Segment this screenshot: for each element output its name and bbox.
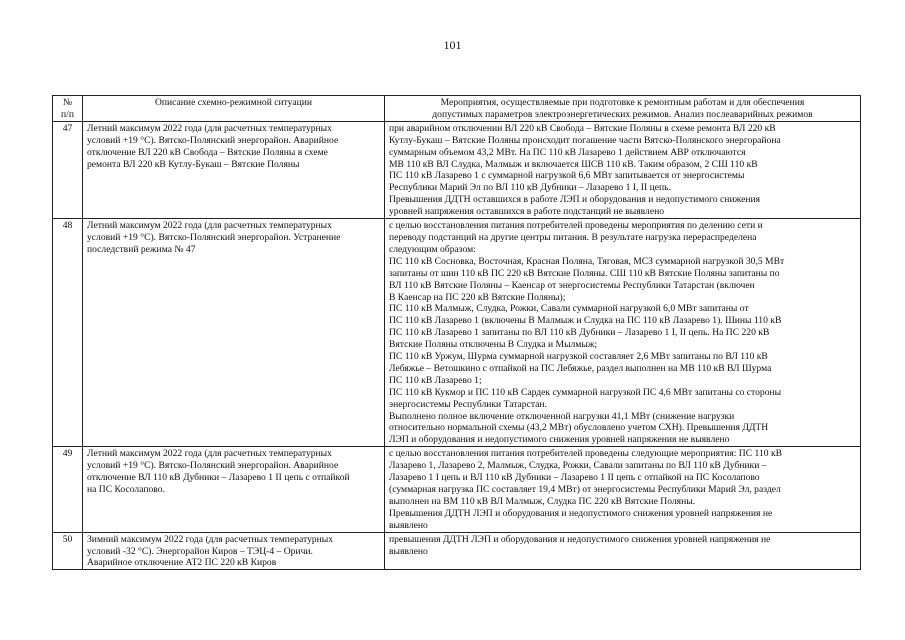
- row-measures-line: при аварийном отключении ВЛ 220 кВ Свобода – Вятские Поляны в схеме ремонта ВЛ 220 кВ: [389, 122, 776, 134]
- row-measures-line: ПС 110 кВ Лазарево 1 (включены В Малмыж и Слудка на ПС 110 кВ Лазарево 1). Шины 110 кВ: [389, 315, 782, 327]
- row-measures-line: с целью восстановления питания потребителей проведены следующие мероприятия: ПС 110 кВ: [389, 448, 783, 460]
- row-description-line: условий -32 °С). Энергорайон Киров – ТЭЦ-4 – Оричи.: [87, 545, 313, 557]
- header-number: [53, 96, 83, 122]
- row-measures-line: ПС 110 кВ Уржум, Шурма суммарной нагрузкой составляет 2,6 МВт запитаны по ВЛ 110 кВ: [389, 351, 768, 363]
- header-number-line: №: [62, 97, 73, 108]
- header-description: [83, 96, 385, 122]
- row-measures-line: переводу подстанций на другие центры питания. В результате нагрузка перераспределена: [389, 231, 757, 243]
- row-description-line: условий +19 °С). Вятско-Полянский энергорайон. Аварийное: [87, 134, 339, 146]
- row-measures: [385, 447, 861, 532]
- row-number: 49: [53, 447, 83, 532]
- row-measures-line: Превышения ДДТН ЛЭП и оборудования и недопустимого снижения уровней напряжения не: [389, 507, 773, 519]
- row-measures-line: суммарным объемом 43,2 МВт. На ПС 110 кВ Лазарево 1 действием АВР отключаются: [389, 146, 746, 158]
- row-description-line: отключение ВЛ 110 кВ Дубники – Лазарево 1 II цепь с отпайкой: [87, 472, 350, 484]
- row-description-line: Зимний максимум 2022 года (для расчетных температурных: [87, 533, 334, 545]
- row-measures-line: (суммарная нагрузка ПС составляет 19,4 МВт) от энергосистемы Республики Марий Эл, раздел: [389, 484, 781, 495]
- row-measures-line: с целью восстановления питания потребителей проведены мероприятия по делению сети и: [389, 220, 763, 232]
- row-description-line: Летний максимум 2022 года (для расчетных температурных: [87, 122, 332, 134]
- header-number-line: п/п: [61, 108, 74, 120]
- row-measures-line: Лебяжье – Ветошкино с отпайкой на ПС Лебяжье, раздел выполнен на МВ 110 кВ ВЛ Шурма: [389, 362, 772, 374]
- row-description-line: условий +19 °С). Вятско-Полянский энергорайон. Устранение: [87, 231, 341, 243]
- row-measures-line: Кутлу-Букаш – Вятские Поляны происходит погашение части Вятско-Полянского энергорайона: [389, 134, 781, 146]
- header-measures-line: Мероприятия, осуществляемые при подготовке к ремонтным работам и для обеспечения: [440, 97, 805, 108]
- row-description: [83, 121, 385, 218]
- row-measures-line: ПС 110 кВ Лазарево 1 запитаны по ВЛ 110 кВ Дубники – Лазарево 1 I, II цепь. На ПС 220 кВ: [389, 327, 770, 339]
- row-description-line: на ПС Косолапово.: [87, 484, 165, 495]
- table-row: [53, 532, 861, 570]
- row-measures-line: Лазарево 1 I цепь и ВЛ 110 кВ Дубники – Лазарево 1 II цепь с отпайкой на ПС Косолапово: [389, 472, 760, 484]
- row-measures-line: ПС 110 кВ Сосновка, Восточная, Красная Поляна, Тяговая, МСЗ суммарной нагрузкой 30,5 МВт: [389, 255, 785, 267]
- row-measures-line: выполнен на ВМ 110 кВ ВЛ Малмыж, Слудка ПС 220 кВ Вятские Поляны.: [389, 495, 696, 507]
- row-measures-line: запитаны от шин 110 кВ ПС 220 кВ Вятские Поляны. СШ 110 кВ Вятские Поляны запитаны по: [389, 267, 780, 279]
- row-measures-line: Лазарево 1, Лазарево 2, Малмыж, Слудка, Рожки, Савали запитаны по ВЛ 110 кВ Дубники –: [389, 460, 767, 472]
- row-description-line: условий +19 °С). Вятско-Полянский энергорайон. Аварийное: [87, 460, 339, 472]
- row-description-line: Аварийное отключение АТ2 ПС 220 кВ Киров: [87, 557, 277, 569]
- row-measures-line: ПС 110 кВ Лазарево 1;: [389, 374, 482, 386]
- row-number: 48: [53, 219, 83, 447]
- row-measures-line: выявлено: [389, 545, 428, 557]
- row-measures: [385, 219, 861, 447]
- row-measures-line: превышения ДДТН ЛЭП и оборудования и недопустимого снижения уровней напряжения не: [389, 533, 771, 545]
- page-number: 101: [443, 38, 462, 52]
- row-measures-line: Превышения ДДТН оставшихся в работе ЛЭП и оборудования и недопустимого снижения: [389, 194, 761, 206]
- row-measures-line: Вятские Поляны отключены В Слудка и Мылмыж;: [389, 339, 598, 351]
- row-number: 50: [53, 532, 83, 570]
- row-description-line: ремонта ВЛ 220 кВ Кутлу-Букаш – Вятские Поляны: [87, 158, 300, 170]
- row-description: [83, 532, 385, 570]
- row-measures-line: МВ 110 кВ ВЛ Слудка, Малмыж и включается ШСВ 110 кВ. Таким образом, 2 СШ 110 кВ: [389, 158, 758, 170]
- table-row: [53, 121, 861, 218]
- row-measures: [385, 532, 861, 570]
- row-measures-line: Республики Марий Эл по ВЛ 110 кВ Дубники – Лазарево 1 I, II цепь.: [389, 182, 671, 194]
- row-measures-line: ПС 110 кВ Кукмор и ПС 110 кВ Сардек суммарной нагрузкой ПС 4,6 МВт запитаны со стороны: [389, 386, 782, 398]
- row-measures-line: следующим образом:: [389, 243, 476, 255]
- header-measures-line: допустимых параметров электроэнергетических режимов. Анализ послеаварийных режимов: [432, 108, 813, 120]
- row-measures-line: ПС 110 кВ Малмыж, Слудка, Рожки, Савали суммарной нагрузкой 6,0 МВт запитаны от: [389, 303, 749, 315]
- header-measures: [385, 96, 861, 122]
- row-measures-line: энергосистемы Республики Татарстан.: [389, 398, 547, 410]
- row-measures-line: ЛЭП и оборудования и недопустимого снижения уровней напряжения не выявлено: [389, 434, 730, 446]
- measures-table: [52, 95, 861, 570]
- row-description-line: Летний максимум 2022 года (для расчетных температурных: [87, 220, 332, 232]
- table-header-row: [53, 96, 861, 122]
- row-description-line: Летний максимум 2022 года (для расчетных температурных: [87, 448, 332, 460]
- row-measures-line: В Каенсар на ПС 220 кВ Вятские Поляны);: [389, 291, 566, 303]
- row-description: [83, 447, 385, 532]
- row-measures: [385, 121, 861, 218]
- row-description-line: отключение ВЛ 220 кВ Свобода – Вятские Поляны в схеме: [87, 146, 328, 158]
- header-description-text: Описание схемно-режимной ситуации: [154, 97, 313, 108]
- row-measures-line: относительно нормальной схемы (43,2 МВт) обусловлено учетом СХН). Превышения ДДТН: [389, 422, 769, 434]
- row-description-line: последствий режима № 47: [87, 243, 196, 255]
- row-measures-line: выявлено: [389, 519, 428, 531]
- row-description: [83, 219, 385, 447]
- row-measures-line: ВЛ 110 кВ Вятские Поляны – Каенсар от энергосистемы Республики Татарстан (включен: [389, 279, 755, 291]
- row-number: 47: [53, 121, 83, 218]
- table-row: [53, 447, 861, 532]
- row-measures-line: ПС 110 кВ Лазарево 1 с суммарной нагрузкой 6,6 МВт запитывается от энергосистемы: [389, 170, 745, 182]
- row-measures-line: уровней напряжения оставшихся в работе подстанций не выявлено: [389, 206, 665, 218]
- table-row: [53, 219, 861, 447]
- row-measures-line: Выполнено полное включение отключенной нагрузки 41,1 МВт (снижение нагрузки: [389, 410, 735, 422]
